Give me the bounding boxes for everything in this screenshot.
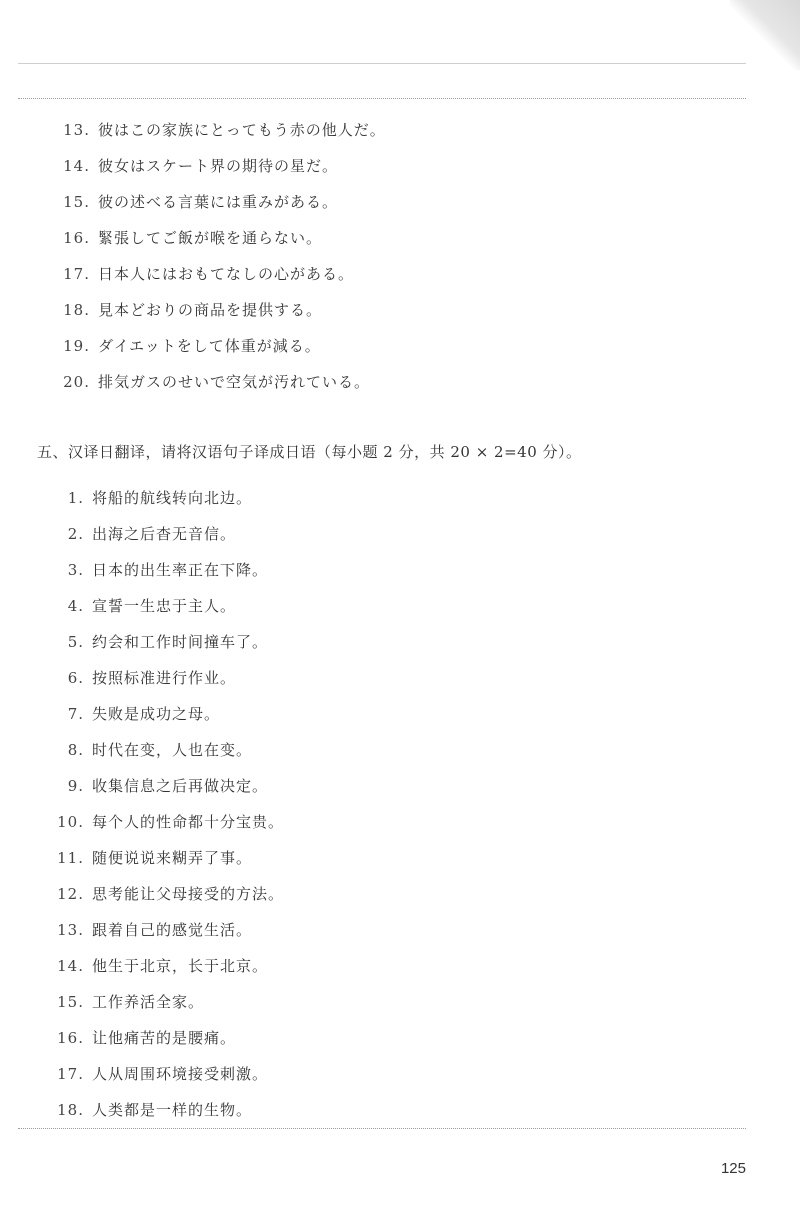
item-text: 他生于北京，长于北京。 [92,957,269,975]
item-number: 18. [57,1101,84,1119]
item-number: 1. [67,489,84,507]
item-number: 8. [67,741,84,759]
item-number: 16. [57,1029,84,1047]
item-number: 19. [63,337,90,355]
item-text: 随便说说来糊弄了事。 [92,849,253,867]
list-item [0,880,284,916]
list-item [0,188,386,224]
item-number: 14. [57,957,84,975]
item-number: 15. [57,993,84,1011]
item-text: 时代在变，人也在变。 [92,741,253,759]
item-text: 宣誓一生忠于主人。 [92,597,237,615]
dotted-divider-top [18,98,746,99]
item-number: 16. [63,229,90,247]
list-item [0,116,386,152]
list-item [0,520,284,556]
list-item [0,224,386,260]
item-number: 17. [63,265,90,283]
item-number: 11. [57,849,84,867]
list-item [0,700,284,736]
item-text: 收集信息之后再做决定。 [92,777,269,795]
list-item [0,152,386,188]
item-number: 7. [67,705,84,723]
item-number: 17. [57,1065,84,1083]
list-item [0,844,284,880]
list-item [0,952,284,988]
item-text: ダイエットをして体重が減る。 [98,337,321,355]
item-number: 5. [67,633,84,651]
item-text: 日本的出生率正在下降。 [92,561,269,579]
item-number: 20. [63,373,90,391]
item-number: 6. [67,669,84,687]
item-number: 15. [63,193,90,211]
list-item [0,988,284,1024]
page-number: 125 [720,1160,746,1177]
header-rule [18,63,746,64]
item-number: 13. [63,121,90,139]
list-item [0,556,284,592]
item-text: 让他痛苦的是腰痛。 [92,1029,237,1047]
list-item [0,1060,284,1096]
item-number: 10. [57,813,84,831]
page-corner-shadow [730,0,800,70]
list-item [0,260,386,296]
item-text: 工作养活全家。 [92,993,205,1011]
list-item [0,736,284,772]
item-text: 見本どおりの商品を提供する。 [98,301,323,319]
item-text: 緊張してご飯が喉を通らない。 [98,229,323,247]
list-item [0,664,284,700]
section-heading: 五、汉译日翻译，请将汉语句子译成日语（每小题 2 分，共 20 × 2=40 分）。 [37,443,582,461]
item-number: 2. [67,525,84,543]
item-number: 9. [67,777,84,795]
list-item [0,484,284,520]
item-text: 将船的航线转向北边。 [92,489,253,507]
item-number: 4. [67,597,84,615]
item-text: 按照标准进行作业。 [92,669,237,687]
item-text: 每个人的性命都十分宝贵。 [92,813,285,831]
list-item [0,592,284,628]
item-text: 人类都是一样的生物。 [92,1101,253,1119]
item-text: 彼の述べる言葉には重みがある。 [98,193,339,211]
list-item [0,1024,284,1060]
item-number: 13. [57,921,84,939]
list-item [0,772,284,808]
item-text: 彼はこの家族にとってもう赤の他人だ。 [98,121,386,139]
list-item [0,1096,284,1132]
list-item [0,808,284,844]
item-text: 出海之后杳无音信。 [92,525,237,543]
item-text: 排気ガスのせいで空気が汚れている。 [98,373,371,391]
item-number: 12. [57,885,84,903]
item-text: 日本人にはおもてなしの心がある。 [98,265,355,283]
list-item [0,296,386,332]
item-number: 18. [63,301,90,319]
item-text: 跟着自己的感觉生活。 [92,921,253,939]
exercise-list-chinese [0,484,284,1132]
item-text: 思考能让父母接受的方法。 [92,885,285,903]
item-text: 约会和工作时间撞车了。 [92,633,269,651]
item-number: 3. [67,561,84,579]
list-item [0,368,386,404]
exercise-list-japanese [0,116,386,404]
item-text: 彼女はスケート界の期待の星だ。 [98,157,339,175]
item-text: 人从周围环境接受刺激。 [92,1065,269,1083]
item-number: 14. [63,157,90,175]
list-item [0,332,386,368]
dotted-divider-bottom [18,1128,746,1129]
list-item [0,628,284,664]
list-item [0,916,284,952]
item-text: 失败是成功之母。 [92,705,221,723]
